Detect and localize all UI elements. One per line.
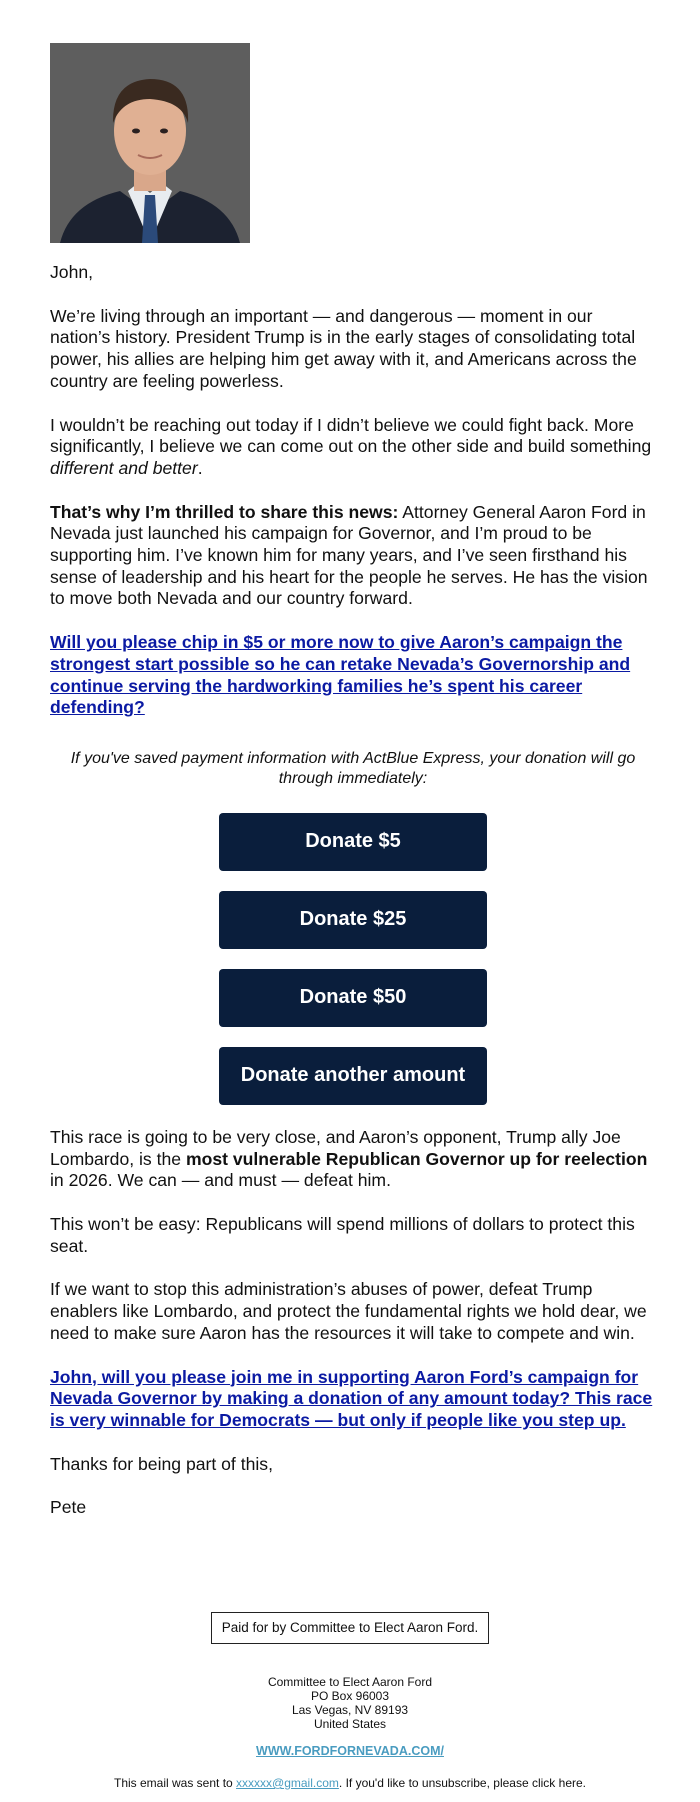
- paragraph-not-easy: This won’t be easy: Republicans will spend millions of dollars to protect this seat.: [50, 1214, 635, 1256]
- news-lead-bold: That’s why I’m thrilled to share this news:: [50, 501, 399, 522]
- italic-phrase: different and better: [50, 457, 198, 478]
- donate-button-group: [50, 813, 656, 1125]
- pete-portrait-photo: [50, 43, 250, 243]
- race-text-end: in 2026. We can — and must — defeat him.: [50, 1170, 391, 1191]
- paragraph-stop-abuses: If we want to stop this administration’s abuses of power, defeat Trump enablers like Lombardo, and protect the fundamental rights we hold dear, we need to make sure Aaron has the resources it will take to compete and win.: [50, 1279, 647, 1343]
- footer: [0, 1612, 700, 1644]
- paragraph-fight-back-text: I wouldn’t be reaching out today if I didn’t believe we could fight back. More significantly, I believe we can come out on the other side and build something: [50, 414, 652, 457]
- address-line-4: United States: [313, 1717, 387, 1731]
- donate-other-amount-button[interactable]: Donate another amount: [219, 1047, 487, 1105]
- address-line-3: Las Vegas, NV 89193: [291, 1703, 409, 1717]
- actblue-express-note: If you've saved payment information with ActBlue Express, your donation will go through immediately:: [70, 749, 636, 787]
- paragraph-news: [50, 502, 656, 611]
- race-text-start: This race is going to be very close, and Aaron’s opponent, Trump ally Joe Lombardo, is the: [50, 1126, 621, 1169]
- portrait-illustration: [50, 43, 250, 243]
- paragraph-race: [50, 1127, 656, 1192]
- unsubscribe-text[interactable]: . If you'd like to unsubscribe, please click here.: [338, 1776, 586, 1790]
- cta-link-join[interactable]: John, will you please join me in supporting Aaron Ford’s campaign for Nevada Governor by making a donation of any amount today? This race is very winnable for Democrats — but only if people like you step up.: [50, 1366, 653, 1430]
- race-text-bold: most vulnerable Republican Governor up for reelection: [185, 1148, 648, 1169]
- paid-for-disclaimer: Paid for by Committee to Elect Aaron Ford.: [211, 1612, 490, 1644]
- email-content: [50, 43, 656, 1519]
- paragraph-fight-back: [50, 415, 656, 480]
- greeting: John,: [50, 262, 94, 282]
- cta-paragraph-1: [50, 632, 656, 719]
- footer-address: [0, 1675, 700, 1731]
- website-link[interactable]: WWW.FORDFORNEVADA.COM/: [256, 1744, 444, 1758]
- signature: Pete: [50, 1497, 87, 1518]
- cta-link-chip-in[interactable]: Will you please chip in $5 or more now to give Aaron’s campaign the strongest start possible so he can retake Nevada’s Governorship and continue serving the hardworking families he’s spent his career defending?: [50, 632, 631, 718]
- news-body: Attorney General Aaron Ford in Nevada just launched his campaign for Governor, and I’m proud to be supporting him. I’ve known him for many years, and I’ve seen firsthand his sense of leadership and his heart for the people he serves. He has the vision to move both Nevada and our country forward.: [50, 501, 648, 609]
- donate-5-button[interactable]: Donate $5: [219, 813, 487, 871]
- footer-unsubscribe: [0, 1774, 700, 1792]
- footer-website: [0, 1742, 700, 1760]
- sent-to-prefix: This email was sent to: [113, 1776, 237, 1790]
- recipient-email-link[interactable]: xxxxxx@gmail.com: [236, 1776, 339, 1790]
- donate-25-button[interactable]: Donate $25: [219, 891, 487, 949]
- cta-paragraph-2: [50, 1367, 656, 1432]
- address-line-2: PO Box 96003: [310, 1689, 390, 1703]
- paragraph-intro: We’re living through an important — and dangerous — moment in our nation’s history. President Trump is in the early stages of consolidating total power, his allies are helping him get away with it, and Americans across the country are feeling powerless.: [50, 305, 637, 391]
- paragraph-fight-back-end: .: [197, 457, 203, 478]
- closing-line: Thanks for being part of this,: [50, 1453, 273, 1474]
- donate-50-button[interactable]: Donate $50: [219, 969, 487, 1027]
- address-line-1: Committee to Elect Aaron Ford: [267, 1675, 433, 1689]
